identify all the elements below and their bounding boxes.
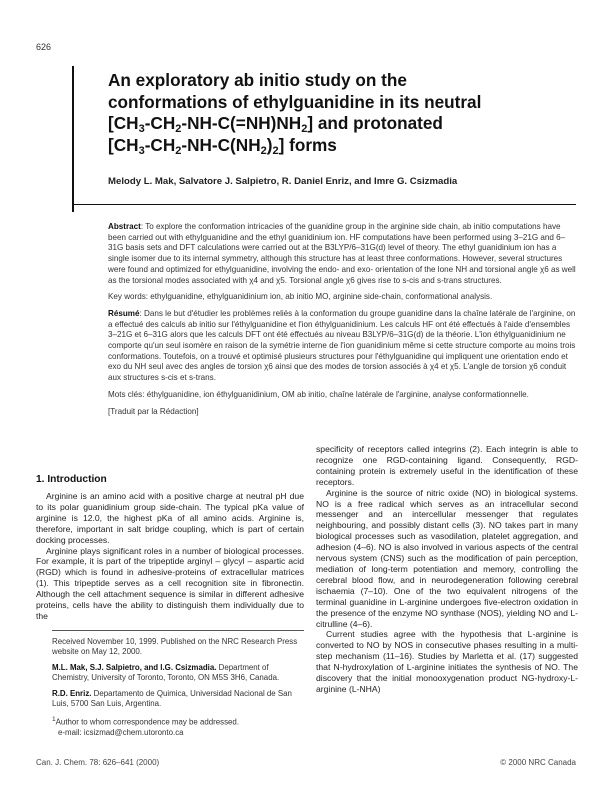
intro-paragraph: specificity of receptors called integrins (2). Each integrin is able to recognize one RGD-containing ligand. Consequently, RGD-containing protein is extremely useful in the identification of these receptors.	[316, 444, 578, 487]
title-line-1: An exploratory ab initio study on the	[108, 70, 407, 90]
title-line-2: conformations of ethylguanidine in its neutral	[108, 91, 482, 112]
journal-citation: Can. J. Chem. 78: 626–641 (2000)	[36, 758, 160, 767]
intro-paragraph: Arginine plays significant roles in a number of biological processes. For example, it is part of the tripeptide arginyl – glycyl – aspartic acid (RGD) which is found in adhesive-proteins of extracellular matrices (1). This tripeptide serves as a cell recognition site in fibronectin. Although the cell attachment sequence is similar in different adhesive proteins, cells have the ability to distinguish them individually due to the	[36, 545, 304, 621]
resume-label: Résumé	[108, 308, 140, 318]
author-list: Melody L. Mak, Salvatore J. Salpietro, R. Daniel Enriz, and Imre G. Csizmadia	[108, 176, 458, 187]
title-vertical-rule	[72, 66, 74, 212]
intro-paragraph: Current studies agree with the hypothesis that L-arginine is converted to NO by NOS in consecutive phases resulting in a multi-step mechanism (11–16). Studies by Marletta et al. (17) suggested that N-hydroxylation of L-arginine initiates the synthesis of NO. The discovery that the initial monooxygenation product NG-hydroxy-L-arginine (L-NHA)	[316, 629, 578, 694]
author-email: e-mail: icsizmad@chem.utoronto.ca	[58, 727, 184, 737]
keywords-text: ethylguanidine, ethylguanidinium ion, ab initio MO, arginine side-chain, conformational analysis.	[150, 292, 493, 302]
title-protonated-formula: $[CH_3-CH_2-NH-C(NH_2)_2]$ forms	[108, 134, 337, 157]
abstract-text: To explore the conformation intricacies of the guanidine group in the arginine side chain, ab initio computations have been carried out with ethylguanidine and the ethyl guanidinium ion. HF computations have been performed using 3–21G and 6–31G basis sets and DFT calculations were carried out at the B3LYP/6–31G(d) level of theory. The ethyl guanidinium ion has a single isomer due to its internal symmetry, although this structure has at least three conformations. However, several structures were found and optimized for ethylguanidine, involving the endo- and exo- orientation of the lone NH and torsional angle χ6 as well as the torsional modes associated with χ4 and χ5. Torsional angle χ6 gives rise to s-cis and s-trans structures.	[108, 222, 576, 285]
copyright-notice: © 2000 NRC Canada	[500, 758, 576, 767]
abstract-label: Abstract	[108, 222, 141, 231]
correspondence-note: $^1$Author to whom correspondence may be addressed.	[52, 716, 240, 727]
affiliation-toronto: M.L. Mak, S.J. Salpietro, and I.G. Csizmadia. Department of Chemistry, University of Toronto, Toronto, ON M5S 3H6, Canada.	[52, 663, 280, 682]
abstract-block	[108, 222, 578, 423]
resume-keywords: Mots clés: éthylguanidine, ion éthylguanidinium, OM ab initio, chaîne latérale de l'arginine, analyse conformationnelle.	[108, 389, 529, 399]
translation-note: [Traduit par la Rédaction]	[108, 406, 199, 416]
affiliation-san-luis: R.D. Enriz. Departamento de Quimica, Universidad Nacional de San Luis, 5700 San Luis, Argentina.	[52, 689, 292, 708]
abstract-keywords: Key words: ethylguanidine, ethylguanidinium ion, ab initio MO, arginine side-chain, conformational analysis.	[108, 292, 493, 302]
intro-paragraph: Arginine is the source of nitric oxide (NO) in biological systems. NO is a free radical which serves as an intracellular second messenger and an intercellular messenger that regulates neighbouring, and possibly distant cells (3). NO takes part in many biological processes such as vasodilation, platelet aggregation, and adhesion (4–6). NO is also involved in various aspects of the central nervous system (CNS) such as the modification of pain perception, mediation of long-term potentiation and memory, controlling the cerebral blood flow, and in neurodegeneration following cerebral ischaemia (7–10). One of the two equivalent nitrogens of the terminal guanidine in L-arginine undergoes five-electron oxidation in the presence of the enzyme NO synthase (NOS), yielding NO and L-citrulline (4–6).	[316, 487, 578, 629]
title-neutral-formula: $[CH_3-CH_2-NH-C(=NH)NH_2]$ and protonated	[108, 113, 443, 135]
header-rule	[72, 204, 576, 205]
resume-paragraph: Résumé: Dans le but d'étudier les problèmes reliés à la conformation du groupe guanidine dans la chaîne latérale de l'arginine, on a effectué des calculs ab initio sur l'éthylguanidine et l'ion éthylguanidinium. Les calculs HF ont été effectués à l'aide d'ensembles 3–21G et 6–31G alors que les calculs DFT ont été effectués au niveau B3LYP/6–31G(d) de la théorie. L'ion éthylguanidinium ne comporte qu'un seul isomère en raison de la symétrie interne de l'ion guanidinium même si cette structure comporte au moins trois conformations. Toutefois, on a trouvé et optimisé plusieurs structures pour l'éthylguanidine qui impliquent une orientation endo et exo du NH seul avec des angles de torsion χ6 ainsi que des modes de torsion associés à χ4 et χ5. L'angle de torsion χ6 conduit aux structures s-cis et s-trans.	[108, 308, 576, 383]
page-number: 626	[36, 42, 52, 52]
left-column	[36, 491, 304, 622]
mots-cles-label: Mots clés	[108, 389, 143, 399]
right-column	[316, 444, 578, 695]
keywords-label: Key words	[108, 292, 146, 302]
mots-cles-text: éthylguanidine, ion éthylguanidinium, OM ab initio, chaîne latérale de l'arginine, analyse conformationnelle.	[146, 389, 529, 399]
footnote-rule	[52, 630, 304, 631]
article-title	[108, 70, 578, 156]
footnote-block	[52, 637, 304, 738]
introduction-heading: 1. Introduction	[36, 474, 107, 485]
received-note: Received November 10, 1999. Published on the NRC Research Press website on May 12, 2000.	[52, 637, 298, 656]
intro-paragraph: Arginine is an amino acid with a positive charge at neutral pH due to its polar guanidinium group side-chain. The typical pKa value of arginine is 12.0, the highest pKa of all amino acids. Arginine is, therefore, important in salt bridge coupling, which is part of certain docking processes.	[36, 491, 304, 545]
resume-text: Dans le but d'étudier les problèmes reliés à la conformation du groupe guanidine dans la chaîne latérale de l'arginine, on a effectué des calculs ab initio sur l'éthylguanidine et l'ion éthylguanidinium. Les calculs HF ont été effectués à l'aide d'ensembles 3–21G et 6–31G alors que les calculs DFT ont été effectués au niveau B3LYP/6–31G(d) de la théorie. L'ion éthylguanidinium ne comporte qu'un seul isomère en raison de la symétrie interne de l'ion guanidinium même si cette structure comporte au moins trois conformations. Toutefois, on a trouvé et optimisé plusieurs structures pour l'éthylguanidine qui impliquent une orientation endo et exo du NH seul avec des angles de torsion χ6 ainsi que des modes de torsion associés à χ4 et χ5. L'angle de torsion χ6 conduit aux structures s-cis et s-trans.	[108, 308, 576, 383]
abstract-paragraph: Abstract: To explore the conformation intricacies of the guanidine group in the arginine side chain, ab initio computations have been carried out with ethylguanidine and the ethyl guanidinium ion. HF computations have been performed using 3–21G and 6–31G basis sets and DFT calculations were carried out at the B3LYP/6–31G(d) level of theory. The ethyl guanidinium ion has a single isomer due to its internal symmetry, although this structure has at least three conformations. However, several structures were found and optimized for ethylguanidine, involving the endo- and exo- orientation of the lone NH and torsional angle χ6 as well as the torsional modes associated with χ4 and χ5. Torsional angle χ6 gives rise to s-cis and s-trans structures.	[108, 222, 576, 285]
